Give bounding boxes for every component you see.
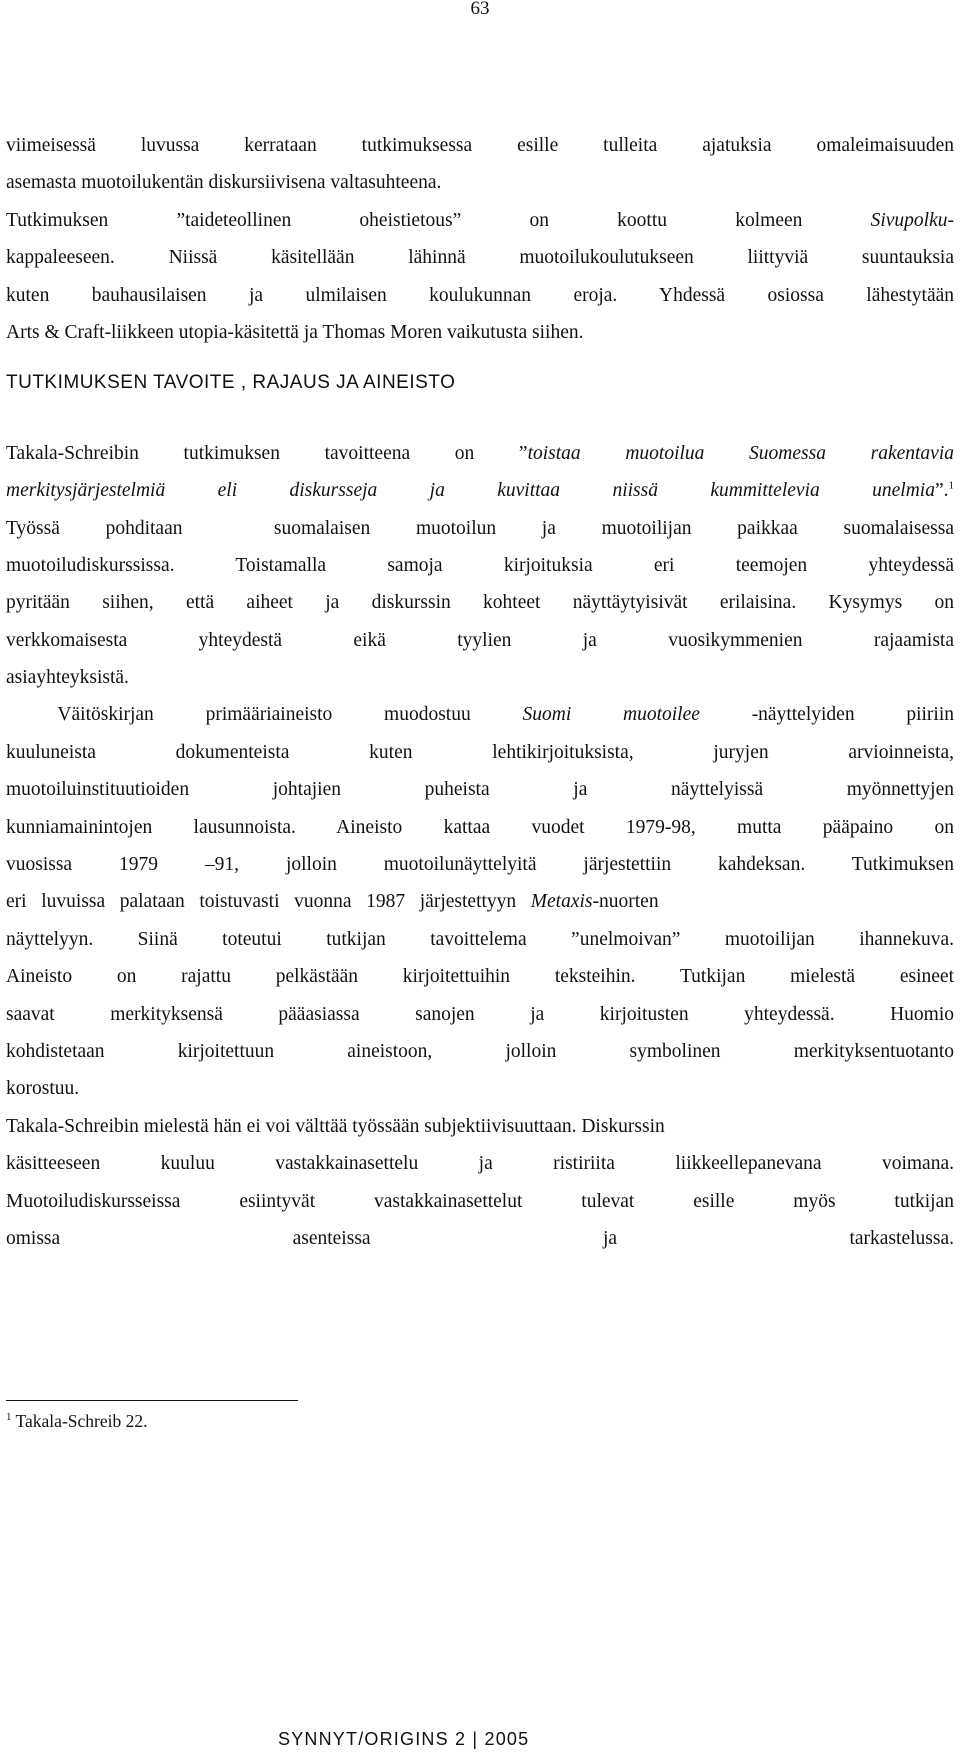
section-heading: TUTKIMUKSEN TAVOITE , RAJAUS JA AINEISTO — [6, 372, 456, 394]
text-line — [6, 164, 954, 201]
text-line — [6, 584, 954, 621]
main-paragraphs — [6, 435, 954, 1258]
text-line — [6, 921, 954, 958]
text-line — [6, 1033, 954, 1070]
text-line — [6, 1145, 954, 1182]
text-run: muotoiludiskurssissa. Toistamalla samoja kirjoituksia eri teemojen yhteydessä — [6, 554, 954, 576]
text-run: kuten bauhausilaisen ja ulmilaisen koulukunnan eroja. Yhdessä osiossa lähestytään — [6, 284, 954, 306]
footnote-separator — [6, 1400, 298, 1401]
text-line — [6, 958, 954, 995]
journal-footer: SYNNYT/ORIGINS 2 | 2005 — [278, 1729, 530, 1749]
text-line — [6, 239, 954, 276]
text-run: eri luvuissa palataan toistuvasti vuonna 1987 järjestettyyn — [6, 891, 531, 913]
text-run: Työssä pohditaan suomalaisen muotoilun ja muotoilijan paikkaa suomalaisessa — [6, 517, 954, 539]
italic-run: Sivupolku- — [870, 209, 954, 231]
text-line — [6, 771, 954, 808]
italic-run: toistaa muotoilua Suomessa rakentavia — [527, 442, 954, 464]
text-line — [6, 1183, 954, 1220]
text-run: Aineisto on rajattu pelkästään kirjoitettuihin teksteihin. Tutkijan mielestä esineet — [6, 966, 954, 988]
text-line — [6, 435, 954, 472]
text-line — [6, 809, 954, 846]
text-line — [6, 1108, 954, 1145]
text-line — [6, 510, 954, 547]
page-number: 63 — [470, 0, 490, 19]
text-run: -näyttelyiden piiriin — [699, 704, 955, 726]
text-run: kunniamainintojen lausunnoista. Aineisto kattaa vuodet 1979-98, mutta pääpaino on — [6, 816, 954, 838]
text-run: asemasta muotoilukentän diskursiivisena valtasuhteena. — [6, 172, 442, 194]
text-run: -nuorten — [592, 891, 659, 913]
text-run: verkkomaisesta yhteydestä eikä tyylien ja vuosikymmenien rajaamista — [6, 629, 954, 651]
text-run: Tutkimuksen ”taideteollinen oheistietous” on koottu kolmeen — [6, 209, 871, 231]
italic-run: merkitysjärjestelmiä eli diskursseja ja kuvittaa niissä kummittelevia unelmia — [6, 480, 935, 502]
text-run: käsitteeseen kuuluu vastakkainasettelu ja ristiriita liikkeellepanevana voimana. — [6, 1153, 954, 1175]
text-line — [6, 277, 954, 314]
text-line — [6, 996, 954, 1033]
text-run: kappaleeseen. Niissä käsitellään lähinnä muotoilukoulutukseen liittyviä suuntauksia — [6, 247, 954, 269]
text-run: Arts & Craft-liikkeen utopia-käsitettä ja Thomas Moren vaikutusta siihen. — [6, 321, 584, 343]
text-line — [6, 202, 954, 239]
text-run: näyttelyyn. Siinä toteutui tutkijan tavoittelema ”unelmoivan” muotoilijan ihannekuva. — [6, 928, 954, 950]
text-line — [6, 1220, 954, 1257]
text-line — [6, 696, 954, 733]
body-text — [6, 127, 954, 1257]
text-line — [6, 1070, 954, 1107]
text-run: omissa asenteissa ja tarkastelussa. — [6, 1227, 954, 1249]
text-run: viimeisessä luvussa kerrataan tutkimuksessa esille tulleita ajatuksia omaleimaisuuden — [6, 135, 954, 156]
text-line — [6, 547, 954, 584]
text-line — [6, 734, 954, 771]
italic-run: Suomi muotoilee — [522, 704, 700, 726]
footnote-marker: 1 — [6, 1411, 12, 1424]
text-line — [6, 846, 954, 883]
footnote-text: Takala-Schreib 22. — [11, 1411, 148, 1431]
text-run: kuuluneista dokumenteista kuten lehtikirjoituksista, juryjen arvioinneista, — [6, 741, 954, 763]
text-run: Muotoiludiskursseissa esiintyvät vastakkainasettelut tulevat esille myös tutkijan — [6, 1190, 954, 1212]
text-run: korostuu. — [6, 1078, 80, 1100]
text-run: vuosissa 1979 –91, jolloin muotoilunäyttelyitä järjestettiin kahdeksan. Tutkimuksen — [6, 854, 954, 876]
text-run: pyritään siihen, että aiheet ja diskurssin kohteet näyttäytyisivät erilaisina. Kysymys on — [6, 592, 954, 614]
italic-run: Metaxis — [530, 891, 593, 913]
text-run: asiayhteyksistä. — [6, 667, 129, 689]
text-run: Takala-Schreibin mielestä hän ei voi välttää työssään subjektiivisuuttaan. Diskurssin — [6, 1115, 665, 1137]
text-line — [6, 883, 954, 920]
intro-paragraph — [6, 127, 954, 351]
text-run: kohdistetaan kirjoitettuun aineistoon, jolloin symbolinen merkityksentuotanto — [6, 1040, 954, 1062]
text-line — [6, 314, 954, 351]
text-line — [6, 127, 954, 164]
text-run: ”. — [934, 480, 949, 502]
footnote — [6, 1410, 147, 1432]
text-run: saavat merkityksensä pääasiassa sanojen ja kirjoitusten yhteydessä. Huomio — [6, 1003, 954, 1025]
text-line — [6, 472, 954, 509]
text-line — [6, 659, 954, 696]
text-run: muotoiluinstituutioiden johtajien puheista ja näyttelyissä myönnettyjen — [6, 779, 954, 801]
text-run: Väitöskirjan primääriaineisto muodostuu — [6, 704, 523, 726]
text-run: Takala-Schreibin tutkimuksen tavoitteena on ” — [6, 442, 528, 464]
footnote-reference: 1 — [948, 479, 954, 492]
text-line — [6, 622, 954, 659]
